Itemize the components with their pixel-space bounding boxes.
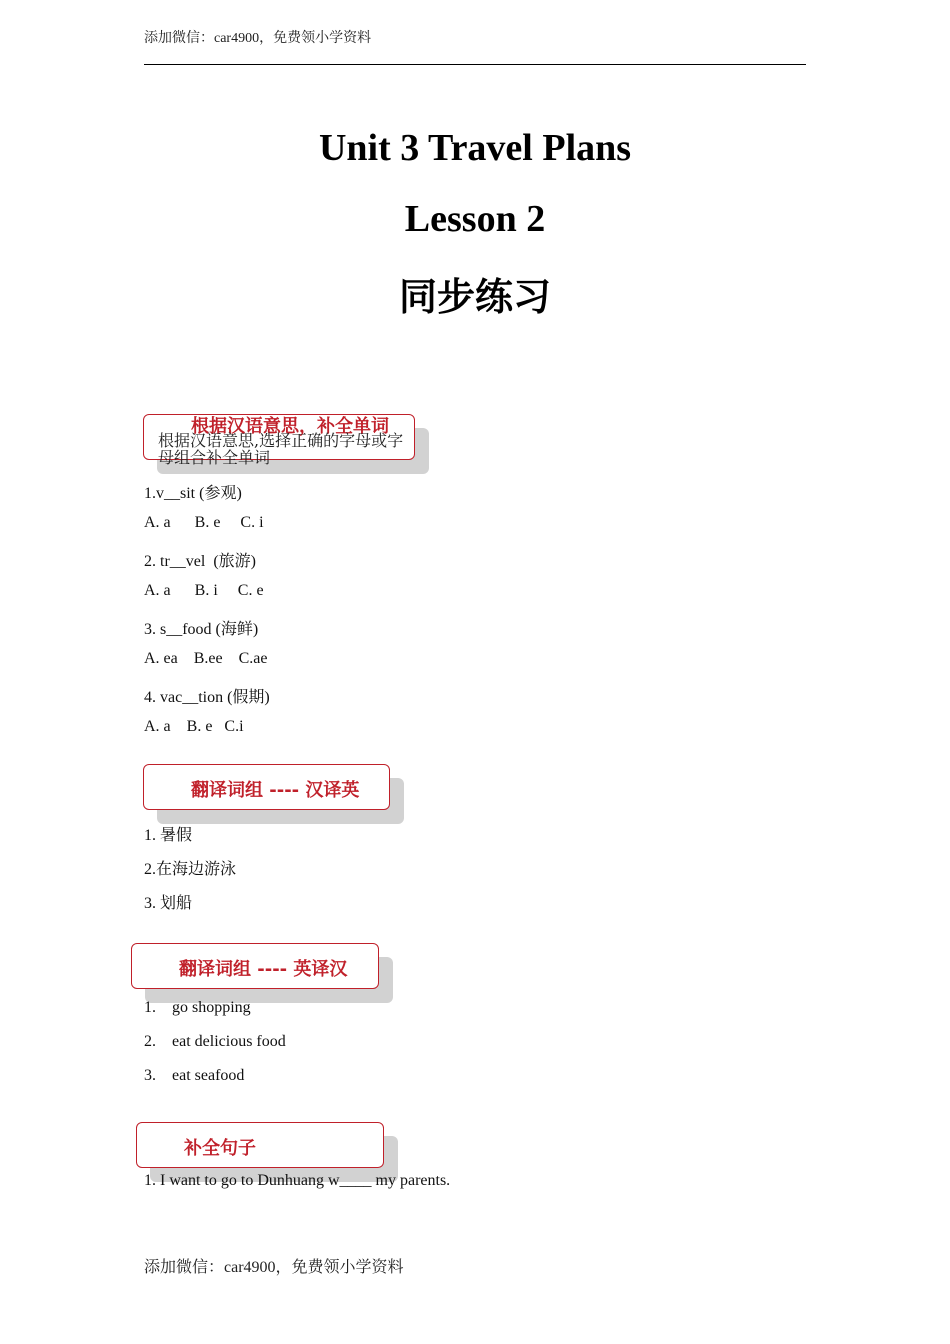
item-number: 3. [144,1067,156,1084]
exercise-title: 同步练习 [398,274,551,319]
heading-frame [136,1122,384,1168]
section-title: 翻译词组 ---- 汉译英 [191,780,360,801]
item-number: 1. [144,999,156,1016]
options-3: A. ea B.ee C.ae [144,650,268,667]
section-title: 补全句子 [184,1138,256,1159]
list-item [144,999,251,1017]
item-text: go shopping [172,999,251,1016]
options-1: A. a B. e C. i [144,514,264,531]
list-item [144,1033,286,1051]
question-1: 1.v__sit (参观) [144,485,242,502]
options-4: A. a B. e C.i [144,718,244,735]
question-3: 3. s__food (海鲜) [144,621,259,638]
footer-note: 添加微信：car4900，免费领小学资料 [144,1259,404,1276]
section-title: 根据汉语意思，补全单词 [191,416,389,437]
question-4: 4. vac__tion (假期) [144,689,270,706]
section-instruction: 根据汉语意思,选择正确的字母或字母组合补全单词 [158,431,404,467]
item-number: 2. [144,1033,156,1050]
list-item: 1. 暑假 [144,827,193,844]
sentence-1: 1. I want to go to Dunhuang w____ my parents. [144,1172,451,1189]
options-2: A. a B. i C. e [144,582,264,599]
lesson-title: Lesson 2 [404,198,546,240]
list-item: 3. 划船 [144,895,193,912]
document-title: Unit 3 Travel Plans [318,127,632,169]
item-text: eat seafood [172,1067,245,1084]
section-title: 翻译词组 ---- 英译汉 [179,959,348,980]
list-item [144,1067,244,1085]
question-2: 2. tr__vel (旅游) [144,553,256,570]
header-note: 添加微信：car4900，免费领小学资料 [144,31,372,46]
header-divider [144,64,806,65]
list-item: 2.在海边游泳 [144,861,237,878]
item-text: eat delicious food [172,1033,286,1050]
